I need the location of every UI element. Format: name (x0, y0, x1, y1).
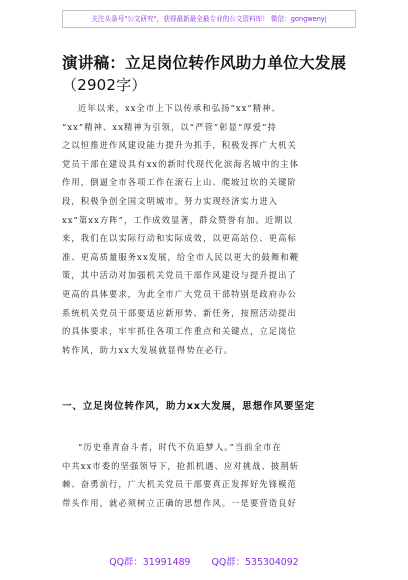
text-line: 之以恒推进作风建设能力提升为抓手，积极发挥广大机关 (62, 140, 297, 151)
footer-contact (0, 554, 408, 568)
footer-qq-group-2: QQ群：535304092 (211, 557, 299, 568)
text-line: 作用，倒逼全市各项工作在滚石上山、爬坡过坎的关键阶 (62, 177, 297, 188)
text-line: 棘、奋勇前行，广大机关党员干部要真正发挥好先锋模范 (62, 479, 297, 490)
banner-text: 关注头条号"公文研究"，获得最新最全最专业的公文资料库！ 微信：gongwenyj (91, 15, 327, 23)
text-line: 党员干部在建设具有xx的新时代现代化滨海名城中的主体 (62, 158, 300, 169)
text-line: 转作风，助力xx大发展就显得势在必行。 (62, 344, 234, 355)
text-line: 的具体要求，牢牢抓住各项工作重点和关键点，立足岗位 (62, 326, 297, 337)
text-line: 策，其中活动对加强机关党员干部作风建设与提升提出了 (62, 270, 297, 281)
footer-qq-group-1: QQ群：31991489 (109, 557, 191, 568)
text-line: 来，我们在以实际行动和实际成效，以更高站位、更高标 (62, 233, 297, 244)
paragraph-intro (62, 99, 354, 359)
title-text: 演讲稿：立足岗位转作风助力单位大发展 (62, 54, 347, 72)
text-line: xx“第xx方阵”，工作成效显著，群众赞誉有加。近期以 (62, 214, 294, 225)
text-line: 更高的具体要求，为此全市广大党员干部特别是政府办公 (62, 288, 297, 299)
text-line: “xx”精神、xx精神为引领，以“严管”彰显“厚爱”持 (62, 121, 277, 132)
word-count: （2902字） (62, 76, 147, 94)
document-title (62, 52, 362, 96)
text-line: 准、更高质量服务xx发展，给全市人民以更大的鼓舞和鞭 (62, 251, 300, 262)
paragraph-section1 (62, 438, 354, 512)
header-banner (62, 10, 356, 28)
text-line: 带头作用，就必须树立正确的思想作风。一是要营造良好 (62, 497, 297, 508)
text-line: “历史垂青奋斗者，时代不负追梦人。”当前全市在 (78, 442, 282, 452)
text-line: 近年以来，xx全市上下以传承和弘扬“xx”精神、 (78, 103, 281, 113)
section-heading: 一、立足岗位转作风，助力xx大发展，思想作风要坚定 (62, 401, 316, 412)
text-line: 系统机关党员干部要适应新形势、新任务，按照活动提出 (62, 307, 297, 318)
text-line: 段，积极争创全国文明城市。努力实现经济实力进入 (62, 195, 279, 206)
text-line: 中共xx市委的坚强领导下，抢抓机遇、应对挑战、披荆斩 (62, 460, 300, 471)
